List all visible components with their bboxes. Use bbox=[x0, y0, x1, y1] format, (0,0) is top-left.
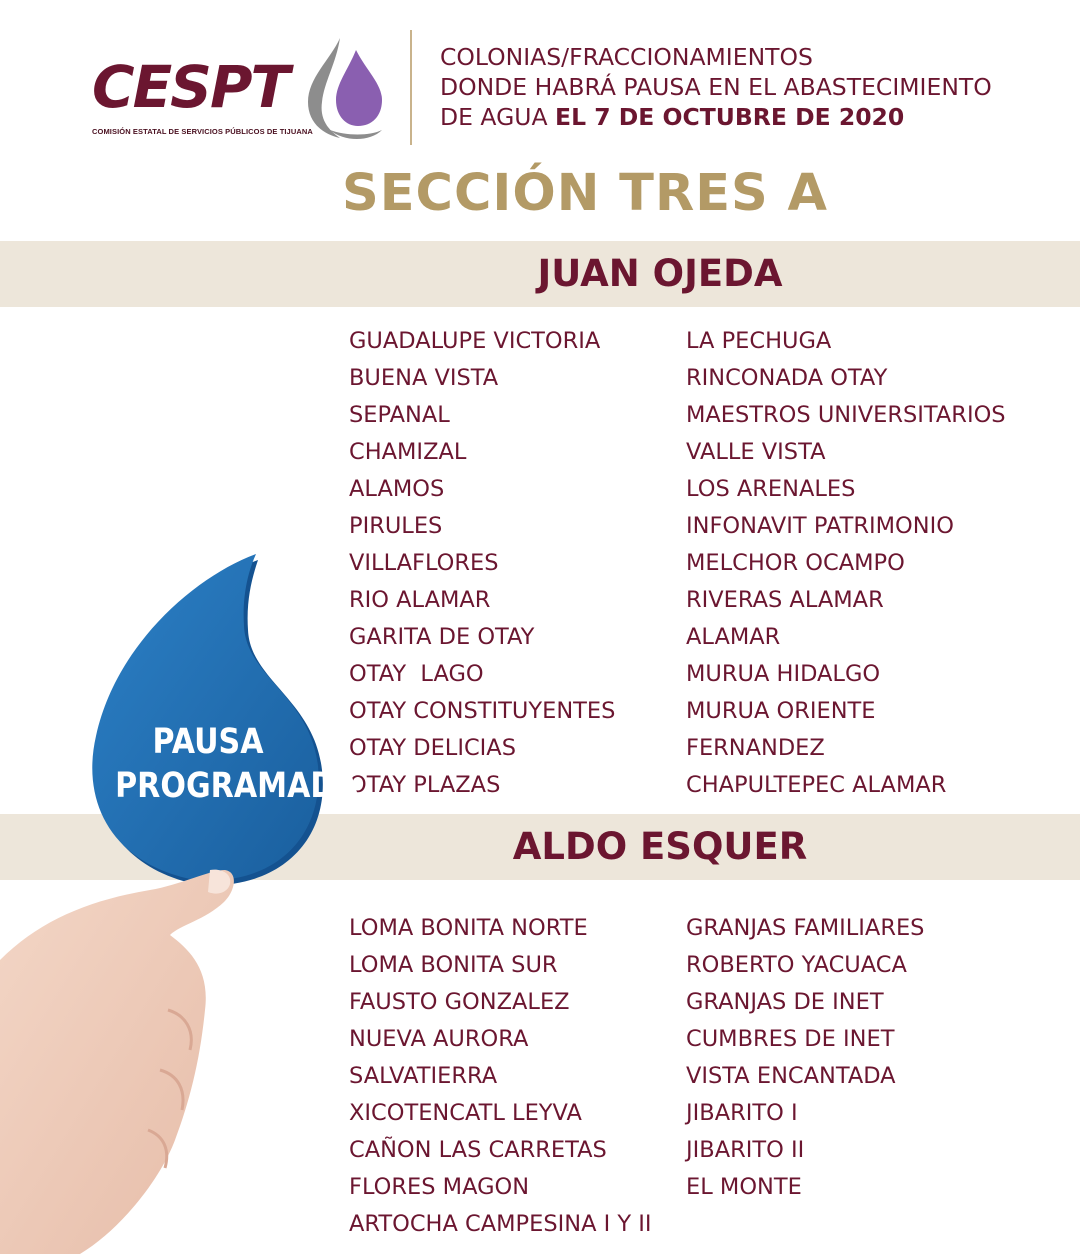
list-item: PIRULES bbox=[349, 513, 443, 539]
header-line-3-prefix: DE AGUA bbox=[440, 103, 556, 131]
list-item: RIVERAS ALAMAR bbox=[686, 587, 884, 613]
list-item: GRANJAS DE INET bbox=[686, 989, 884, 1015]
list-item: JIBARITO II bbox=[686, 1137, 805, 1163]
drop-label-line-1: PAUSA bbox=[152, 722, 264, 762]
list-item: CHAMIZAL bbox=[349, 439, 467, 465]
list-item: NUEVA AURORA bbox=[349, 1026, 529, 1052]
list-item: MELCHOR OCAMPO bbox=[686, 550, 905, 576]
header-date: EL 7 DE OCTUBRE DE 2020 bbox=[555, 103, 905, 131]
list-item: BUENA VISTA bbox=[349, 365, 499, 391]
list-item: ALAMOS bbox=[349, 476, 445, 502]
logo-wordmark: CESPT bbox=[92, 53, 289, 121]
drop-label-line-2: PROGRAMADA bbox=[115, 766, 359, 806]
list-item: OTAY DELICIAS bbox=[349, 735, 516, 761]
group-1-left-list bbox=[349, 323, 615, 804]
list-item: LA PECHUGA bbox=[686, 328, 832, 354]
section-title: SECCIÓN TRES A bbox=[341, 164, 829, 223]
header bbox=[0, 0, 1080, 160]
list-item: CUMBRES DE INET bbox=[686, 1026, 895, 1052]
list-item: ARTOCHA CAMPESINA I Y II bbox=[349, 1211, 652, 1237]
list-item: CAÑON LAS CARRETAS bbox=[349, 1137, 607, 1163]
water-drop-logo-icon bbox=[300, 30, 390, 145]
list-item: FAUSTO GONZALEZ bbox=[349, 989, 570, 1015]
list-item: MURUA ORIENTE bbox=[686, 698, 876, 724]
list-item: LOMA BONITA SUR bbox=[349, 952, 558, 978]
list-item: RIO ALAMAR bbox=[349, 587, 491, 613]
list-item: VISTA ENCANTADA bbox=[686, 1063, 896, 1089]
list-item: OTAY CONSTITUYENTES bbox=[349, 698, 616, 724]
list-item: INFONAVIT PATRIMONIO bbox=[686, 513, 954, 539]
list-item: ALAMAR bbox=[686, 624, 781, 650]
list-item: XICOTENCATL LEYVA bbox=[349, 1100, 582, 1126]
header-line-3 bbox=[440, 102, 992, 132]
group-1-right-list bbox=[686, 323, 1006, 804]
list-item: RINCONADA OTAY bbox=[686, 365, 888, 391]
list-item: MURUA HIDALGO bbox=[686, 661, 881, 687]
header-line-1: COLONIAS/FRACCIONAMIENTOS bbox=[440, 43, 813, 71]
group-title: ALDO ESQUER bbox=[512, 825, 808, 868]
header-text bbox=[440, 42, 992, 132]
list-item: GUADALUPE VICTORIA bbox=[349, 328, 601, 354]
list-item: FERNANDEZ bbox=[686, 735, 825, 761]
list-item: OTAY PLAZAS bbox=[349, 772, 501, 798]
list-item: SALVATIERRA bbox=[349, 1063, 498, 1089]
group-title: JUAN OJEDA bbox=[537, 252, 783, 295]
list-item: VALLE VISTA bbox=[686, 439, 826, 465]
pausa-programada-label bbox=[115, 720, 359, 808]
group-2-left-list bbox=[349, 910, 652, 1243]
list-item: OTAY LAGO bbox=[349, 661, 484, 687]
group-band-juan-ojeda bbox=[0, 241, 1080, 307]
list-item: VILLAFLORES bbox=[349, 550, 499, 576]
list-item: EL MONTE bbox=[686, 1174, 802, 1200]
list-item: LOS ARENALES bbox=[686, 476, 856, 502]
list-item: LOMA BONITA NORTE bbox=[349, 915, 588, 941]
list-item: JIBARITO I bbox=[686, 1100, 798, 1126]
list-item: ROBERTO YACUACA bbox=[686, 952, 907, 978]
list-item: GARITA DE OTAY bbox=[349, 624, 535, 650]
list-item: SEPANAL bbox=[349, 402, 450, 428]
logo-subtitle: COMISIÓN ESTATAL DE SERVICIOS PÚBLICOS DE TIJUANA bbox=[92, 127, 313, 136]
header-divider bbox=[410, 30, 412, 145]
group-2-right-list bbox=[686, 910, 924, 1206]
header-line-2: DONDE HABRÁ PAUSA EN EL ABASTECIMIENTO bbox=[440, 73, 992, 101]
hand-holding-drop-illustration bbox=[0, 540, 359, 1254]
list-item: FLORES MAGON bbox=[349, 1174, 530, 1200]
list-item: CHAPULTEPEC ALAMAR bbox=[686, 772, 947, 798]
list-item: MAESTROS UNIVERSITARIOS bbox=[686, 402, 1006, 428]
list-item: GRANJAS FAMILIARES bbox=[686, 915, 925, 941]
